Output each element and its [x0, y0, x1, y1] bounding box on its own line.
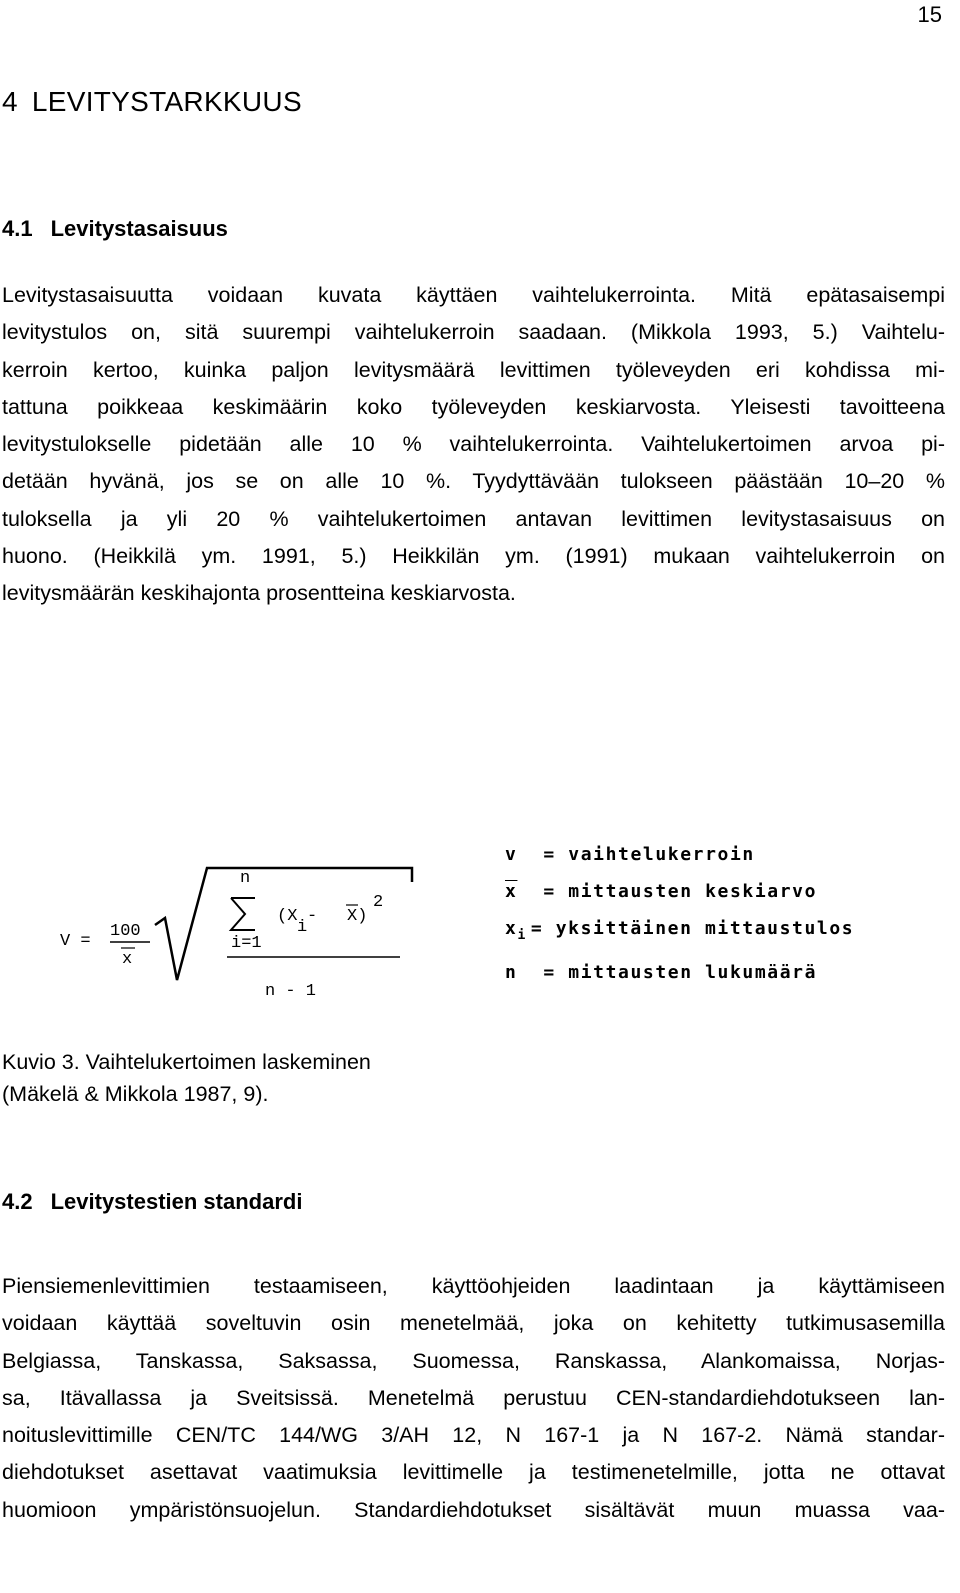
- paragraph-levitystasaisuus: [2, 277, 945, 613]
- text-line: levitystulokselle pidetään alle 10 % vaihtelukerrointa. Vaihtelukertoimen arvoa pi-: [2, 432, 945, 457]
- formula-legend: [505, 836, 854, 991]
- text-line: Piensiemenlevittimien testaamiseen, käyttöohjeiden laadintaan ja käyttämiseen: [2, 1274, 945, 1298]
- text-line: levitysmäärän keskihajonta prosentteina keskiarvosta.: [2, 581, 516, 606]
- legend-row: [505, 954, 854, 991]
- text-line: kerroin kertoo, kuinka paljon levitysmäärä levittimen työleveyden eri kohdissa mi-: [2, 357, 945, 382]
- formula-lhs: V =: [60, 932, 91, 951]
- section-heading-4-1: [2, 216, 228, 242]
- text-line: noituslevittimille CEN/TC 144/WG 3/AH 12, N 167-1 ja N 167-2. Nämä standar-: [2, 1423, 945, 1448]
- text-line: diehdotukset asettavat vaatimuksia levittimelle ja testimenetelmille, jotta ne ottavat: [2, 1460, 945, 1485]
- caption-line: (Mäkelä & Mikkola 1987, 9).: [2, 1082, 269, 1106]
- text-line: detään hyvänä, jos se on alle 10 %. Tyydyttävään tulokseen päästään 10–20 %: [2, 469, 945, 494]
- formula-figure: [55, 830, 955, 1020]
- text-line: levitystulos on, sitä suurempi vaihtelukerroin saadaan. (Mikkola 1993, 5.) Vaihtelu-: [2, 320, 945, 345]
- legend-row: [505, 873, 854, 910]
- section-number: 4.1: [2, 216, 33, 241]
- legend-symbol: v: [505, 844, 518, 865]
- legend-symbol: n: [505, 961, 518, 983]
- legend-subscript: i: [517, 927, 527, 943]
- term-exp: 2: [373, 893, 384, 912]
- chapter-heading: [2, 86, 302, 118]
- term-open: (X: [277, 907, 298, 926]
- page-number: 15: [917, 2, 942, 27]
- section-title: Levitystasaisuus: [50, 216, 228, 241]
- formula-denominator: x: [122, 950, 133, 969]
- legend-symbol: x: [505, 918, 518, 939]
- text-line: huomioon ympäristönsuojelun. Standardiehdotukset sisältävät muun muassa vaa-: [2, 1497, 945, 1522]
- legend-symbol: $\overline{x}$: [505, 881, 518, 902]
- text-line: Levitystasaisuutta voidaan kuvata käyttäen vaihtelukerrointa. Mitä epätasaisempi: [2, 283, 945, 307]
- text-line: Belgiassa, Tanskassa, Saksassa, Suomessa, Ranskassa, Alankomaissa, Norjas-: [2, 1348, 945, 1373]
- legend-text: = vaihtelukerroin: [531, 844, 755, 865]
- term-mid: -: [307, 907, 318, 926]
- legend-row: [505, 836, 854, 873]
- legend-text: = mittausten keskiarvo: [531, 881, 818, 902]
- formula-graphic: [55, 830, 475, 1020]
- term-sub: i: [297, 918, 308, 937]
- text-line: tattuna poikkeaa keskimäärin koko työleveyden keskiarvosta. Yleisesti tavoitteena: [2, 394, 945, 419]
- text-line: tuloksella ja yli 20 % vaihtelukertoimen antavan levittimen levitystasaisuus on: [2, 506, 945, 531]
- text-line: voidaan käyttää soveltuvin osin menetelmää, joka on kehitetty tutkimusasemilla: [2, 1311, 945, 1336]
- chapter-title: LEVITYSTARKKUUS: [31, 86, 302, 117]
- figure-caption: [2, 1046, 371, 1110]
- section-number: 4.2: [2, 1189, 33, 1214]
- chapter-number: 4: [2, 86, 18, 117]
- term-xbar: X): [347, 907, 368, 926]
- formula-numerator: 100: [110, 922, 141, 941]
- sum-upper: n: [240, 869, 251, 888]
- section-title: Levitystestien standardi: [50, 1189, 303, 1214]
- text-line: sa, Itävallassa ja Sveitsissä. Menetelmä perustuu CEN-standardiehdotukseen lan-: [2, 1385, 945, 1410]
- text-line: huono. (Heikkilä ym. 1991, 5.) Heikkilän ym. (1991) mukaan vaihtelukerroin on: [2, 544, 945, 569]
- section-heading-4-2: [2, 1189, 302, 1215]
- paragraph-levitystestien-standardi: [2, 1268, 945, 1529]
- sum-lower: i=1: [231, 934, 262, 953]
- legend-text: = mittausten lukumäärä: [531, 961, 818, 983]
- caption-line: Kuvio 3. Vaihtelukertoimen laskeminen: [2, 1050, 371, 1074]
- legend-text: = yksittäinen mittaustulos: [530, 918, 855, 939]
- inner-denominator: n - 1: [265, 982, 317, 1001]
- sigma-icon: [231, 898, 255, 930]
- legend-row: [505, 910, 854, 954]
